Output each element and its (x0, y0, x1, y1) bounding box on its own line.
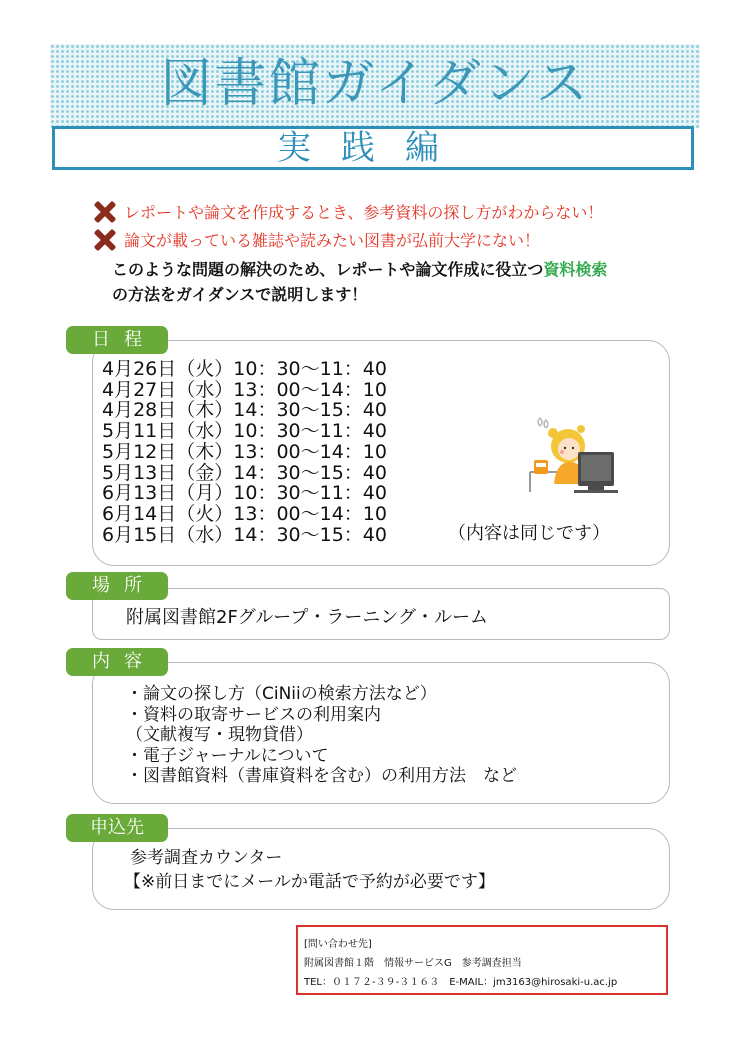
contact-box (296, 925, 668, 995)
schedule-date: 4月28日（木）14：30〜15：40 (102, 399, 387, 422)
schedule-date: 5月11日（水）10：30〜11：40 (102, 420, 387, 443)
schedule-list (102, 359, 387, 545)
contents-label: 内容 (66, 648, 168, 676)
apply-label: 申込先 (66, 814, 168, 842)
contact-line-2: TEL：０１７２-３９-３１６３ E-MAIL：jm3163@hirosaki-u.ac.jp (304, 977, 618, 988)
schedule-date: 4月26日（火）10：30〜11：40 (102, 358, 387, 380)
schedule-date: 6月15日（水）14：30〜15：40 (102, 523, 387, 546)
apply-line-1: 参考調査カウンター (130, 848, 283, 868)
place-label: 場所 (66, 572, 168, 600)
contact-line-1: 附属図書館１階 情報サービスG 参考調査担当 (304, 958, 522, 969)
schedule-date: 6月13日（月）10：30〜11：40 (102, 482, 387, 505)
problem-item: 論文が載っている雑誌や読みたい図書が弘前大学にない！ (124, 231, 541, 250)
intro-line-1: このような問題の解決のため、レポートや論文作成に役立つ資料検索 (112, 260, 608, 279)
page-title: 図書館ガイダンス (160, 54, 590, 114)
list-item: ・論文の探し方（CiNiiの検索方法など） (126, 684, 437, 704)
page-subtitle: 実践編 (52, 126, 694, 170)
list-item: ・図書館資料（書庫資料を含む）の利用方法 など (126, 766, 517, 786)
list-item: ・資料の取寄サービスの利用案内 (126, 704, 381, 725)
problem-item: レポートや論文を作成するとき、参考資料の探し方がわからない！ (124, 203, 604, 222)
schedule-note: （内容は同じです） (448, 523, 610, 544)
schedule-date: 6月14日（火）13：00〜14：10 (102, 502, 387, 525)
apply-line-2: 【※前日までにメールか電話で予約が必要です】 (124, 872, 495, 892)
schedule-label: 日程 (66, 326, 168, 354)
apply-box (92, 828, 670, 910)
schedule-date: 5月13日（金）14：30〜15：40 (102, 461, 387, 484)
contents-list (126, 684, 517, 787)
intro-highlight: 資料検索 (543, 260, 608, 279)
cross-icon (94, 229, 116, 251)
place-text: 附属図書館2Fグループ・ラーニング・ルーム (126, 607, 489, 628)
list-item: （文献複写・現物貸借） (126, 725, 313, 745)
intro-line-2: の方法をガイダンスで説明します！ (112, 285, 368, 304)
contact-heading: [問い合わせ先] (304, 939, 372, 950)
schedule-date: 4月27日（水）13：00〜14：10 (102, 378, 387, 401)
list-item: ・電子ジャーナルについて (126, 745, 329, 766)
person-at-computer-icon (526, 416, 618, 496)
cross-icon (94, 201, 116, 223)
schedule-date: 5月12日（木）13：00〜14：10 (102, 440, 387, 463)
